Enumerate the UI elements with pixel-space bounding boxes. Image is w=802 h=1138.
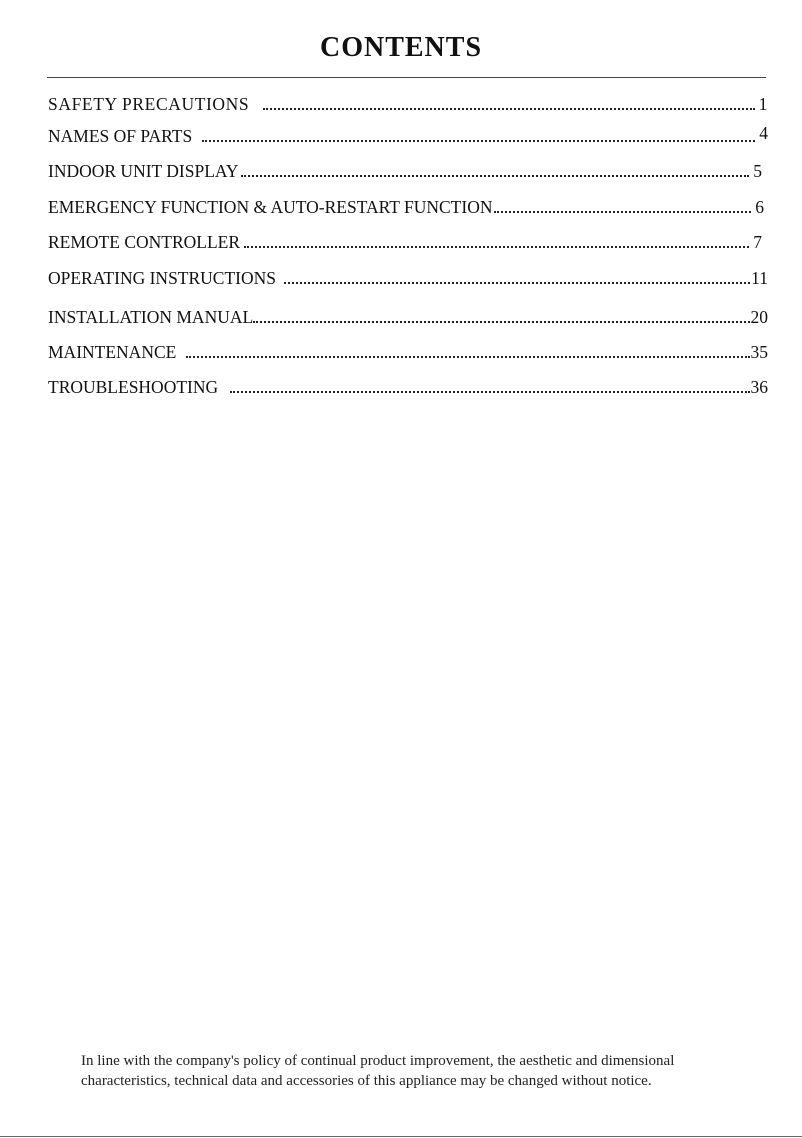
toc-entry-operating-instructions[interactable] <box>48 265 768 289</box>
toc-entry-label: SAFETY PRECAUTIONS <box>48 94 250 114</box>
toc-leader-dots <box>230 391 749 393</box>
product-improvement-notice <box>81 1051 761 1091</box>
toc-entry-emergency-function[interactable] <box>48 194 768 218</box>
toc-entry-page: 7 <box>753 232 762 252</box>
toc-leader-dots <box>186 356 749 358</box>
toc-entry-page: 20 <box>750 307 768 327</box>
toc-entry-label: TROUBLESHOOTING <box>48 377 219 397</box>
toc-entry-installation-manual[interactable] <box>48 304 768 328</box>
toc-entry-page: 6 <box>755 197 764 217</box>
toc-leader-dots <box>263 108 755 110</box>
toc-entry-indoor-unit-display[interactable] <box>48 158 768 182</box>
toc-entry-page: 5 <box>753 161 762 181</box>
toc-entry-label: EMERGENCY FUNCTION & AUTO-RESTART FUNCTION <box>48 197 493 217</box>
toc-entry-troubleshooting[interactable] <box>48 374 768 398</box>
toc-entry-label: NAMES OF PARTS <box>48 126 193 146</box>
toc-leader-dots <box>494 211 751 213</box>
toc-entry-label: OPERATING INSTRUCTIONS <box>48 268 276 288</box>
toc-leader-dots <box>244 246 749 248</box>
notice-line: In line with the company's policy of continual product improvement, the aesthetic and dimensional <box>81 1053 675 1069</box>
page-title: CONTENTS <box>319 32 483 63</box>
toc-entry-label: INDOOR UNIT DISPLAY <box>48 161 239 181</box>
toc-entry-page: 36 <box>750 377 768 397</box>
page-bottom-border <box>0 1136 802 1137</box>
toc-entry-label: INSTALLATION MANUAL <box>48 307 254 327</box>
title-divider <box>47 77 766 78</box>
toc-entry-names-of-parts[interactable] <box>48 123 768 147</box>
toc-entry-maintenance[interactable] <box>48 339 768 363</box>
toc-leader-dots <box>202 140 755 142</box>
toc-entry-safety-precautions[interactable] <box>48 91 768 115</box>
toc-leader-dots <box>284 282 750 284</box>
toc-entry-remote-controller[interactable] <box>48 229 768 253</box>
toc-leader-dots <box>241 175 749 177</box>
toc-entry-page: 11 <box>751 268 768 288</box>
toc-entry-label: REMOTE CONTROLLER <box>48 232 241 252</box>
toc-entry-page: 1 <box>758 94 768 114</box>
toc-entry-label: MAINTENANCE <box>48 342 177 362</box>
notice-line: characteristics, technical data and accessories of this appliance may be changed without notice. <box>81 1073 652 1089</box>
toc-entry-page: 4 <box>759 123 768 143</box>
toc-entry-page: 35 <box>750 342 768 362</box>
toc-leader-dots <box>253 321 749 323</box>
